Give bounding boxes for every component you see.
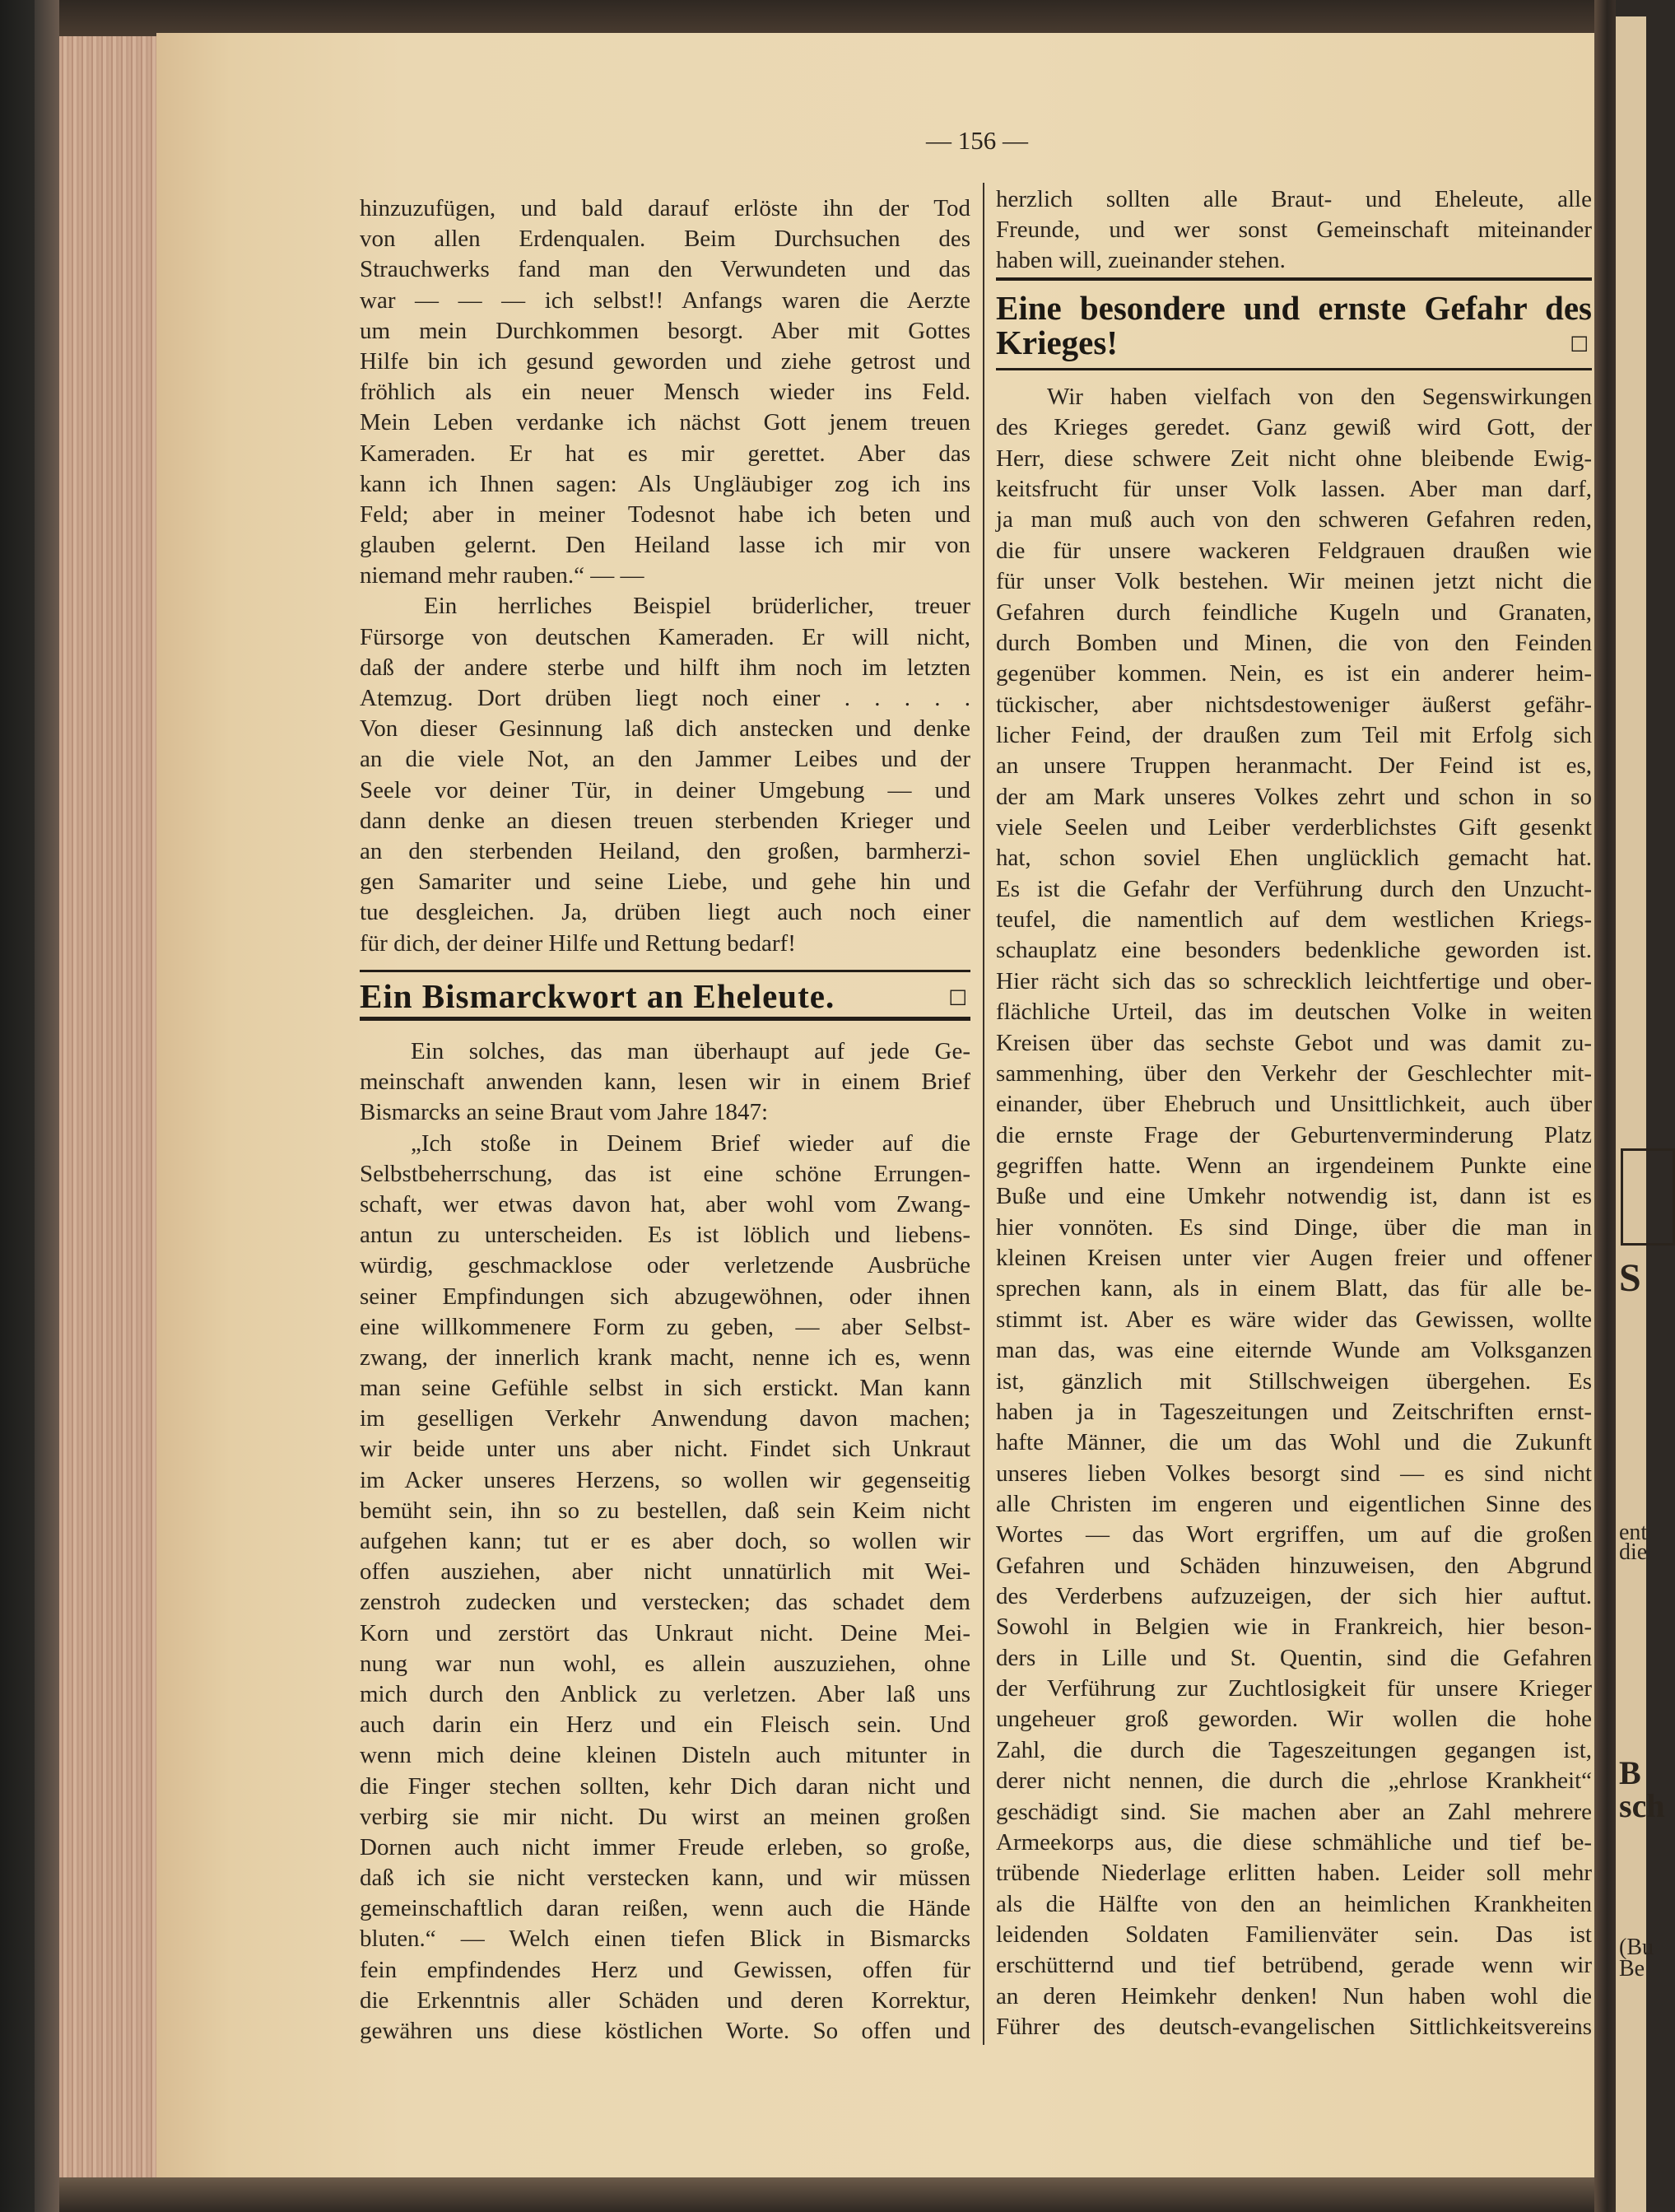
column-divider [983, 183, 984, 2045]
text-line: kann ich Ihnen sagen: Als Ungläubiger zog ich ins [360, 470, 970, 497]
left-intro-text [360, 193, 970, 959]
text-line: im geselligen Verkehr Anwendung davon machen; [360, 1405, 970, 1432]
text-line: die Finger stechen sollten, kehr Dich daran nicht und [360, 1772, 970, 1800]
text-line: dann denke an diesen treuen sterbenden Krieger und [360, 807, 970, 834]
text-line: niemand mehr rauben.“ — — [360, 562, 644, 589]
text-line: Sowohl in Belgien wie in Frankreich, hier beson- [996, 1614, 1592, 1641]
text-line: verbirg sie mir nicht. Du wirst an meinen großen [360, 1803, 970, 1830]
text-line: nung war nun wohl, es allein auszuziehen, ohne [360, 1650, 970, 1677]
text-line: bemüht sein, ihn so zu bestellen, daß sein Keim nicht [360, 1497, 970, 1524]
text-line: glauben gelernt. Den Heiland lasse ich mir von [360, 532, 970, 559]
text-line: für unser Volk bestehen. Wir meinen jetzt nicht die [996, 568, 1592, 595]
text-line: alle Christen im engeren und eigentlichen Sinne des [996, 1490, 1592, 1517]
text-line: Kameraden. Er hat es mir gerettet. Aber das [360, 440, 970, 467]
facing-page-fragment: die [1619, 1539, 1648, 1565]
text-line: im Acker unseres Herzens, so wollen wir gegenseitig [360, 1466, 970, 1493]
text-line: würdig, geschmacklose oder verletzende Ausbrüche [360, 1252, 970, 1279]
text-line: um mein Durchkommen besorgt. Aber mit Gottes [360, 317, 970, 344]
text-line: Strauchwerks fand man den Verwundeten und das [360, 256, 970, 283]
text-line: eine willkommenere Form zu geben, — aber Selbst- [360, 1313, 970, 1340]
text-line: meinschaft anwenden kann, lesen wir in einem Brief [360, 1069, 970, 1096]
text-line: flächliche Urteil, das im deutschen Volke in weiten [996, 999, 1592, 1026]
text-line: licher Feind, der draußen zum Teil mit Erfolg sich [996, 721, 1592, 748]
text-line: die für unsere wackeren Feldgrauen draußen wie [996, 537, 1592, 564]
text-line: hinzuzufügen, und bald darauf erlöste ihn der Tod [360, 195, 970, 221]
page-number: — 156 — [926, 126, 1028, 155]
section-mark-icon: □ [948, 985, 967, 1008]
text-line: Ein herrliches Beispiel brüderlicher, treuer [424, 593, 970, 620]
right-article-text [996, 382, 1592, 2042]
text-line: schaft, wer etwas davon hat, aber wohl vom Zwang- [360, 1190, 970, 1218]
text-line: wenn mich deine kleinen Disteln auch mitunter in [360, 1742, 970, 1769]
text-line: Freunde, und wer sonst Gemeinschaft miteinander [996, 217, 1592, 244]
text-line: Dornen auch nicht immer Freude erleben, so große, [360, 1833, 970, 1860]
text-line: Gefahren durch feindliche Kugeln und Granaten, [996, 598, 1592, 626]
text-line: durch Bomben und Minen, die von den Feinden [996, 629, 1592, 656]
text-line: Armeekorps aus, die diese schmähliche und tief be- [996, 1828, 1592, 1856]
facing-page-fragment: Be [1619, 1956, 1645, 1981]
text-line: Feld; aber in meiner Todesnot habe ich beten und [360, 501, 970, 528]
text-line: Von dieser Gesinnung laß dich anstecken und denke [360, 715, 970, 743]
text-line: haben ja in Tageszeitungen und Zeitschriften ernst- [996, 1398, 1592, 1425]
text-line: mich durch den Anblick zu verletzen. Aber laß uns [360, 1680, 970, 1707]
text-line: einander, über Ehebruch und Unsittlichkeit, auch über [996, 1091, 1592, 1118]
text-line: Führer des deutsch-evangelischen Sittlichkeitsvereins [996, 2014, 1592, 2041]
facing-page-sliver [1616, 16, 1665, 2212]
text-line: Hilfe bin ich gesund geworden und ziehe getrost und [360, 347, 970, 375]
text-line: gewähren uns diese köstlichen Worte. So offen und [360, 2018, 970, 2044]
text-line: an unsere Truppen heranmacht. Der Feind ist es, [996, 752, 1592, 780]
text-line: geschädigt sind. Sie machen aber an Zahl mehrere [996, 1798, 1592, 1825]
text-line: leidenden Soldaten Familienväter sein. Das ist [996, 1921, 1592, 1948]
text-line: Buße und eine Umkehr notwendig ist, dann ist es [996, 1183, 1592, 1210]
text-line: Gefahren und Schäden hinzuweisen, den Abgrund [996, 1552, 1592, 1579]
text-line: aufgehen kann; tut er es aber doch, so wollen wir [360, 1528, 970, 1554]
bottom-shadow [59, 2177, 1615, 2212]
text-line: ja man muß auch von den schweren Gefahren reden, [996, 506, 1592, 533]
book-cover-edge [0, 0, 35, 2212]
text-line: herzlich sollten alle Braut- und Eheleute, alle [996, 186, 1592, 212]
text-line: hat, schon soviel Ehen unglücklich gemacht hat. [996, 845, 1592, 872]
heading-line: Eine besondere und ernste Gefahr des [996, 289, 1592, 327]
section-mark-icon: □ [1570, 331, 1589, 354]
text-line: wir beide unter uns aber nicht. Findet sich Unkraut [360, 1436, 970, 1463]
text-line: der am Mark unseres Volkes zehrt und schon in so [996, 783, 1592, 810]
text-line: man seine Gefühle selbst in sich erstickt. Man kann [360, 1375, 970, 1402]
text-line: Kreisen über das sechste Gebot und was damit zu- [996, 1029, 1592, 1056]
heading-rule-bottom [996, 368, 1592, 370]
text-line: Korn und zerstört das Unkraut nicht. Deine Mei- [360, 1619, 970, 1646]
heading-line [996, 325, 1592, 360]
text-line: Fürsorge von deutschen Kameraden. Er will nicht, [360, 623, 970, 650]
facing-page-fragment: ent [1619, 1520, 1648, 1545]
heading-rule-bottom [360, 1017, 970, 1021]
text-line: Hier rächt sich das so schrecklich leichtfertige und ober- [996, 967, 1592, 994]
text-line: tue desgleichen. Ja, drüben liegt auch noch einer [360, 899, 970, 926]
text-line: zwang, der innerlich krank macht, nenne ich es, wenn [360, 1343, 970, 1371]
page-stack-edges [59, 25, 158, 2190]
text-line: gemeinschaftlich daran reißen, wenn auch die Hände [360, 1895, 970, 1922]
text-line: Seele vor deiner Tür, in deiner Umgebung — und [360, 776, 970, 803]
text-line: stimmt ist. Aber es wäre wider das Gewissen, wollte [996, 1306, 1592, 1333]
text-line: ungeheuer groß geworden. Wir wollen die hohe [996, 1706, 1592, 1733]
facing-page-fragment: (Bu [1619, 1935, 1654, 1960]
page-gutter [1594, 0, 1616, 2212]
text-line: ist, gänzlich mit Stillschweigen übergehen. Es [996, 1367, 1592, 1395]
text-line: als die Hälfte von den an heimlichen Krankheiten [996, 1890, 1592, 1917]
heading-text: Krieges! [996, 324, 1118, 361]
text-line: auch darin ein Herz und ein Fleisch sein. Und [360, 1711, 970, 1739]
text-line: von allen Erdenqualen. Beim Durchsuchen des [360, 226, 970, 253]
book-binding [35, 0, 59, 2212]
text-line: Wir haben vielfach von den Segenswirkungen [1047, 384, 1592, 410]
text-line: Ein solches, das man überhaupt auf jede Ge- [411, 1038, 970, 1064]
heading-text: Ein Bismarckwort an Eheleute. [360, 977, 835, 1015]
text-line: sammenhing, über den Verkehr der Geschlechter mit- [996, 1059, 1592, 1087]
text-line: des Krieges geredet. Ganz gewiß wird Gott, der [996, 414, 1592, 441]
text-line: antun zu unterscheiden. Es ist löblich und liebens- [360, 1222, 970, 1249]
text-line: gen Samariter und seine Liebe, und gehe hin und [360, 869, 970, 896]
text-line: hafte Männer, die um das Wohl und die Zukunft [996, 1429, 1592, 1456]
text-line: Mein Leben verdanke ich nächst Gott jenem treuen [360, 409, 970, 436]
heading-rule-top [360, 970, 970, 972]
text-line: an deren Heimkehr denken! Nun haben wohl die [996, 1982, 1592, 2009]
text-line: Herr, diese schwere Zeit nicht ohne bleibende Ewig- [996, 445, 1592, 472]
text-line: fein empfindendes Herz und Gewissen, offen für [360, 1956, 970, 1983]
text-line: haben will, zueinander stehen. [996, 247, 1286, 274]
text-line: unseres lieben Volkes besorgt sind — es sind nicht [996, 1460, 1592, 1487]
text-line: fröhlich als ein neuer Mensch wieder ins Feld. [360, 379, 970, 406]
section-heading [360, 976, 970, 1017]
text-line: für dich, der deiner Hilfe und Rettung bedarf! [360, 929, 796, 957]
left-article-text [360, 1036, 970, 2047]
heading-rule-top [996, 277, 1592, 281]
facing-page-fragment: sch [1619, 1787, 1665, 1824]
text-line: Bismarcks an seine Braut vom Jahre 1847: [360, 1099, 769, 1126]
text-line: zenstroh zudecken und verstecken; das schadet dem [360, 1589, 970, 1616]
text-line: Zahl, die durch die Tageszeitungen gegangen ist, [996, 1736, 1592, 1763]
text-line: man das, was eine eiternde Wunde am Volksganzen [996, 1337, 1592, 1364]
text-line: erschütternd und tief betrübend, gerade wenn wir [996, 1952, 1592, 1979]
text-line: keitsfrucht für unser Volk lassen. Aber man darf, [996, 476, 1592, 503]
text-line: Wortes — das Wort ergriffen, um auf die großen [996, 1521, 1592, 1548]
section-heading [996, 291, 1592, 360]
text-line: an den sterbenden Heiland, den großen, barmherzi- [360, 837, 970, 864]
text-line: die Erkenntnis aller Schäden und deren Korrektur, [360, 1986, 970, 2014]
text-line: „Ich stoße in Deinem Brief wieder auf die [411, 1129, 970, 1157]
text-line: gegenüber kommen. Nein, es ist ein anderer heim- [996, 660, 1592, 687]
text-line: tückischer, aber nichtsdestoweniger äußerst gefähr- [996, 691, 1592, 718]
text-line: an die viele Not, an den Jammer Leibes und der [360, 746, 970, 773]
text-line: daß ich sie nicht verstecken kann, und wir müssen [360, 1865, 970, 1892]
facing-page-fragment: S [1619, 1256, 1641, 1300]
text-line: sprechen kann, als in einem Blatt, das für alle be- [996, 1275, 1592, 1302]
text-line: des Verderbens aufzuzeigen, der sich hier auftut. [996, 1583, 1592, 1610]
text-line: war — — — ich selbst!! Anfangs waren die Aerzte [360, 286, 970, 314]
right-intro-text [996, 184, 1592, 277]
text-line: der Verführung zur Zuchtlosigkeit für unsere Krieger [996, 1675, 1592, 1702]
text-line: kleinen Kreisen unter vier Augen freier und offener [996, 1245, 1592, 1272]
top-shadow [59, 0, 1615, 36]
text-line: Atemzug. Dort drüben liegt noch einer . . . . . [360, 685, 970, 711]
text-line: Es ist die Gefahr der Verführung durch den Unzucht- [996, 875, 1592, 902]
text-line: schauplatz eine besonders bedenkliche geworden ist. [996, 937, 1592, 964]
text-line: die ernste Frage der Geburtenverminderung Platz [996, 1121, 1592, 1148]
text-line: viele Seelen und Leiber verderblichstes Gift gesenkt [996, 814, 1592, 841]
text-line: bluten.“ — Welch einen tiefen Blick in Bismarcks [360, 1926, 970, 1953]
text-line: trübende Niederlage erlitten haben. Leider soll mehr [996, 1860, 1592, 1887]
facing-page-box-frame [1621, 1148, 1675, 1246]
text-line: daß der andere sterbe und hilft ihm noch im letzten [360, 654, 970, 681]
text-line: Selbstbeherrschung, das ist eine schöne Errungen- [360, 1160, 970, 1187]
text-line: seiner Empfindungen sich abzugewöhnen, oder ihnen [360, 1283, 970, 1310]
text-line: derer nicht nennen, die durch die „ehrlose Krankheit“ [996, 1767, 1592, 1795]
text-line: hier vonnöten. Es sind Dinge, über die man in [996, 1213, 1592, 1241]
heading-line [360, 976, 970, 1017]
text-line: teufel, die namentlich auf dem westlichen Kriegs- [996, 906, 1592, 934]
text-line: offen ausziehen, aber nicht unnatürlich mit Wei- [360, 1558, 970, 1586]
text-line: gegriffen hatte. Wenn an irgendeinem Punkte eine [996, 1152, 1592, 1179]
text-line: ders in Lille und St. Quentin, sind die Gefahren [996, 1644, 1592, 1671]
facing-page-fragment: B [1619, 1754, 1641, 1791]
